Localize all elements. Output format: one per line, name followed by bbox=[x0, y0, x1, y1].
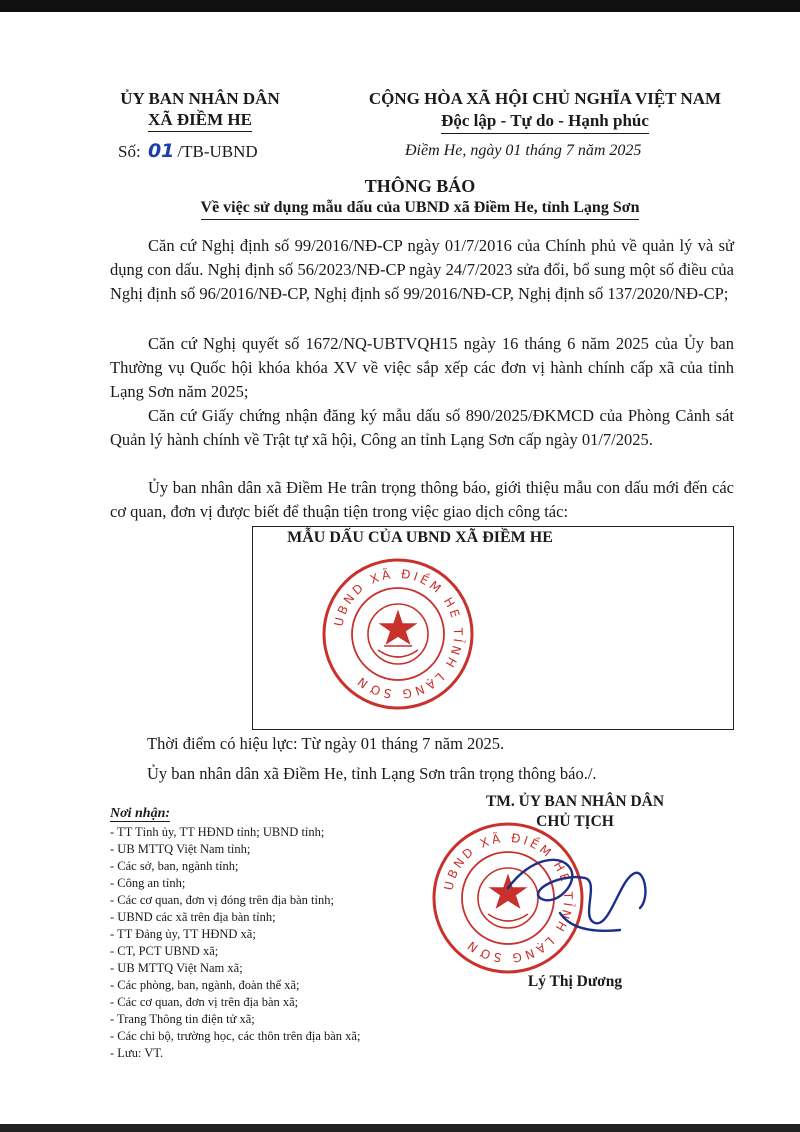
signature-org: TM. ỦY BAN NHÂN DÂN bbox=[485, 793, 665, 810]
doc-number-handwritten: 01 bbox=[147, 140, 175, 162]
emblem-icon bbox=[368, 604, 428, 664]
national-motto bbox=[355, 88, 735, 134]
list-item: - UBND các xã trên địa bàn tỉnh; bbox=[110, 910, 276, 924]
official-seal-sample bbox=[318, 554, 478, 714]
scan-top-edge bbox=[0, 0, 800, 12]
country-name: CỘNG HÒA XÃ HỘI CHỦ NGHĨA VIỆT NAM bbox=[368, 89, 722, 108]
closing-line: Ủy ban nhân dân xã Điềm He, tỉnh Lạng Sơn trân trọng thông báo./. bbox=[147, 764, 597, 783]
list-item: - TT Đảng ủy, TT HĐND xã; bbox=[110, 927, 256, 941]
agency-line-1: ỦY BAN NHÂN DÂN bbox=[120, 89, 280, 108]
issuing-agency bbox=[95, 88, 305, 132]
list-item: - Các chi bộ, trường học, các thôn trên địa bàn xã; bbox=[110, 1029, 361, 1043]
paragraph-2-text: Căn cứ Nghị quyết số 1672/NQ-UBTVQH15 ngày 16 tháng 6 năm 2025 của Ủy ban Thường vụ Quốc hội khóa khóa XV về việc sắp xếp các đơn vị hành chính cấp xã của tỉnh Lạng Sơn năm 2025; bbox=[110, 334, 734, 401]
document-title: THÔNG BÁO bbox=[364, 176, 476, 196]
agency-line-2: XÃ ĐIỀM HE bbox=[148, 109, 252, 132]
document-subtitle bbox=[100, 199, 740, 220]
paragraph-3 bbox=[110, 404, 734, 452]
subtitle-text: Về việc sử dụng mẫu dấu của UBND xã Điềm He, tỉnh Lạng Sơn bbox=[201, 199, 640, 220]
paragraph-3-text: Căn cứ Giấy chứng nhận đăng ký mẫu dấu số 890/2025/ĐKMCD của Phòng Cảnh sát Quản lý hành chính về Trật tự xã hội, Công an tỉnh Lạng Sơn cấp ngày 01/7/2025. bbox=[110, 406, 734, 449]
list-item: - Các cơ quan, đơn vị trên địa bàn xã; bbox=[110, 995, 299, 1009]
recipients-title-text: Nơi nhận: bbox=[110, 806, 171, 821]
motto: Độc lập - Tự do - Hạnh phúc bbox=[441, 110, 649, 134]
handwritten-signature-icon bbox=[500, 838, 660, 948]
signed-seal-ring-text: UBND XÃ ĐIỀM HE TỈNH LẠNG SƠN bbox=[441, 830, 576, 966]
date-line: Điềm He, ngày 01 tháng 7 năm 2025 bbox=[405, 142, 642, 159]
recipients-list bbox=[110, 824, 410, 1062]
list-item: - Trang Thông tin điện tử xã; bbox=[110, 1012, 255, 1026]
document-number bbox=[118, 140, 258, 162]
paragraph-4-text: Ủy ban nhân dân xã Điềm He trân trọng thông báo, giới thiệu mẫu con dấu mới đến các cơ quan, đơn vị được biết để thuận tiện trong việc giao dịch công tác: bbox=[110, 478, 734, 521]
list-item: - Các cơ quan, đơn vị đóng trên địa bàn tỉnh; bbox=[110, 893, 334, 907]
seal-ring-text: UBND XÃ ĐIỀM HE TỈNH LẠNG SƠN bbox=[331, 566, 466, 702]
signer-name: Lý Thị Dương bbox=[527, 973, 623, 990]
signature-title: CHỦ TỊCH bbox=[536, 813, 614, 830]
paragraph-1-text: Căn cứ Nghị định số 99/2016/NĐ-CP ngày 01/7/2016 của Chính phủ về quản lý và sử dụng con dấu. Nghị định số 56/2023/NĐ-CP ngày 24/7/2023 sửa đổi, bổ sung một số điều của Nghị định số 96/2016/NĐ-CP, Nghị định số 99/2016/NĐ-CP, Nghị định số 137/2020/NĐ-CP; bbox=[110, 236, 734, 303]
list-item: - Các sở, ban, ngành tỉnh; bbox=[110, 859, 239, 873]
paragraph-2 bbox=[110, 332, 734, 404]
paragraph-4 bbox=[110, 476, 734, 524]
scan-bottom-edge bbox=[0, 1124, 800, 1132]
list-item: - Lưu: VT. bbox=[110, 1046, 164, 1060]
list-item: - UB MTTQ Việt Nam xã; bbox=[110, 961, 243, 975]
doc-number-prefix: Số: bbox=[118, 142, 145, 161]
list-item: - Công an tỉnh; bbox=[110, 876, 186, 890]
doc-number-suffix: /TB-UBND bbox=[177, 142, 258, 161]
effective-date-line: Thời điểm có hiệu lực: Từ ngày 01 tháng 7 năm 2025. bbox=[147, 734, 505, 753]
list-item: - TT Tỉnh ủy, TT HĐND tỉnh; UBND tỉnh; bbox=[110, 825, 325, 839]
stamp-sample-title: MẪU DẤU CỦA UBND XÃ ĐIỀM HE bbox=[287, 529, 553, 546]
list-item: - CT, PCT UBND xã; bbox=[110, 944, 219, 958]
list-item: - Các phòng, ban, ngành, đoàn thể xã; bbox=[110, 978, 300, 992]
paragraph-1 bbox=[110, 234, 734, 306]
recipients-title bbox=[110, 806, 170, 822]
list-item: - UB MTTQ Việt Nam tỉnh; bbox=[110, 842, 251, 856]
